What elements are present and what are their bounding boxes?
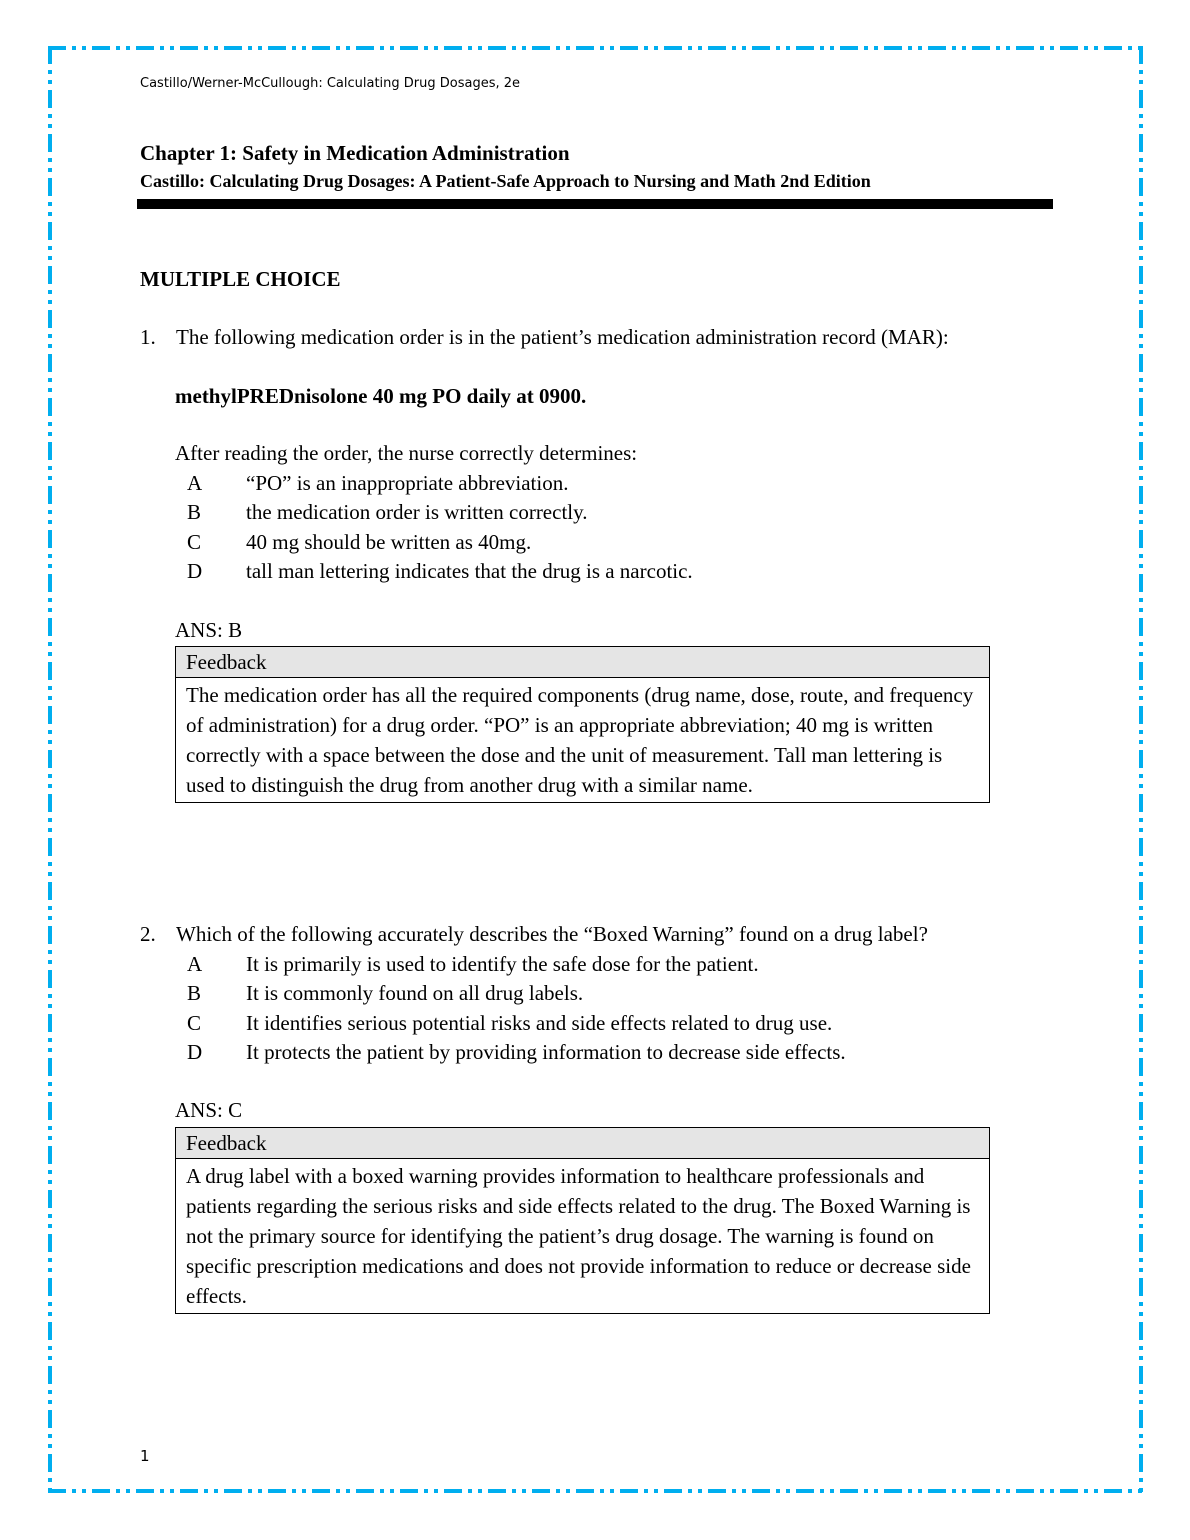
option-text: It protects the patient by providing information to decrease side effects. (246, 1040, 846, 1064)
option-letter: C (187, 1011, 202, 1035)
section-heading: MULTIPLE CHOICE (140, 267, 341, 291)
option-text: 40 mg should be written as 40mg. (246, 530, 532, 554)
option-text: “PO” is an inappropriate abbreviation. (246, 471, 569, 495)
page-border-left (48, 46, 52, 1493)
feedback-text: A drug label with a boxed warning provides information to healthcare professionals and patients regarding the serious risks and side effects related to the drug. The Boxed Warning is not the primary source for identifying the patient’s drug dosage. The warning is found on specific prescription medications and does not provide information to reduce or decrease side effects. (186, 1164, 971, 1308)
page-number: 1 (140, 1447, 150, 1465)
option-text: tall man lettering indicates that the drug is a narcotic. (246, 559, 693, 583)
answer: ANS: B (175, 618, 243, 642)
medication-order: methylPREDnisolone 40 mg PO daily at 0900. (175, 384, 587, 408)
answer: ANS: C (175, 1098, 243, 1122)
feedback-text: The medication order has all the required components (drug name, dose, route, and frequency of administration) for a drug order. “PO” is an appropriate abbreviation; 40 mg is written correctly with a space between the dose and the unit of measurement. Tall man lettering is used to distinguish the drug from another drug with a similar name. (186, 683, 974, 797)
option-letter: B (187, 500, 202, 524)
title-rule (137, 199, 1053, 209)
option-letter: D (187, 559, 203, 583)
feedback-label: Feedback (176, 647, 989, 678)
question-prompt: After reading the order, the nurse correctly determines: (175, 441, 638, 465)
option-letter: A (187, 952, 203, 976)
chapter-title: Chapter 1: Safety in Medication Administration (140, 141, 570, 165)
book-title: Castillo: Calculating Drug Dosages: A Patient-Safe Approach to Nursing and Math 2nd Edition (140, 171, 871, 191)
feedback-label: Feedback (176, 1128, 989, 1159)
feedback-box (175, 1127, 990, 1314)
option-letter: A (187, 471, 203, 495)
option-letter: D (187, 1040, 203, 1064)
question-number: 1. (140, 325, 156, 349)
option-letter: C (187, 530, 202, 554)
option-text: the medication order is written correctly. (246, 500, 588, 524)
option-text: It is primarily is used to identify the safe dose for the patient. (246, 952, 759, 976)
feedback-box (175, 646, 990, 803)
page-border-right (1139, 46, 1143, 1493)
page-border-top (48, 46, 1143, 50)
question-number: 2. (140, 922, 156, 946)
running-header: Castillo/Werner-McCullough: Calculating Drug Dosages, 2e (140, 76, 521, 91)
option-letter: B (187, 981, 202, 1005)
page-border-bottom (48, 1489, 1143, 1493)
question-stem: Which of the following accurately describes the “Boxed Warning” found on a drug label? (176, 922, 928, 946)
option-text: It is commonly found on all drug labels. (246, 981, 584, 1005)
question-stem: The following medication order is in the patient’s medication administration record (MAR): (176, 325, 949, 349)
option-text: It identifies serious potential risks and side effects related to drug use. (246, 1011, 833, 1035)
